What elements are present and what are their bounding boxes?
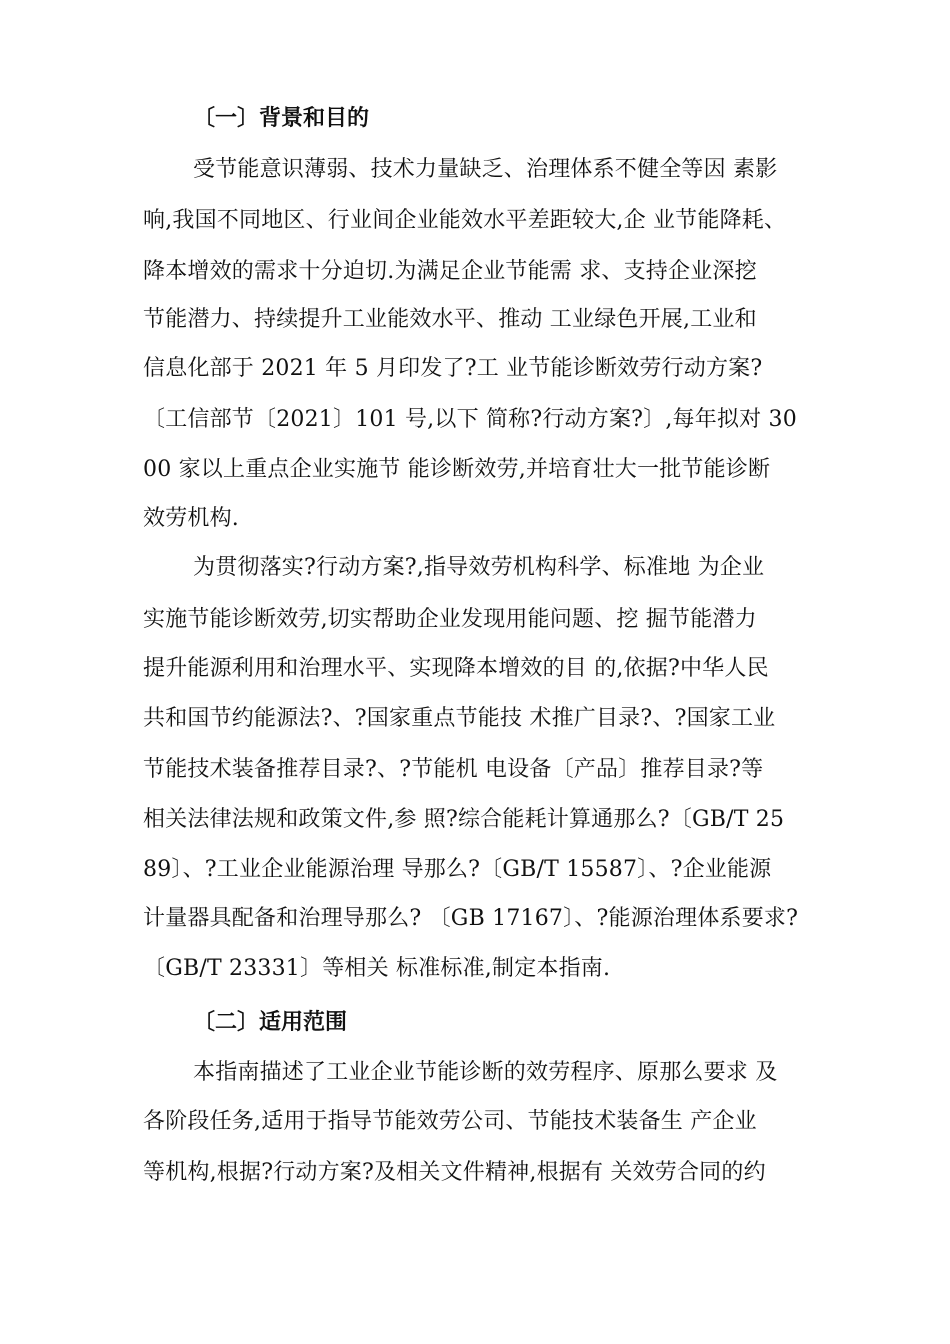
section-heading-scope: 〔二〕适用范围	[193, 1010, 348, 1035]
paragraph-line: 降本增效的需求十分迫切.为满足企业节能需 求、支持企业深挖	[143, 259, 757, 284]
paragraph-line: 提升能源利用和治理水平、实现降本增效的目 的,依据?中华人民	[143, 656, 769, 681]
paragraph-line: 节能潜力、持续提升工业能效水平、推动 工业绿色开展,工业和	[143, 307, 757, 332]
paragraph-line: 〔GB/T 23331〕等相关 标准标准,制定本指南.	[143, 956, 611, 981]
paragraph-line: 相关法律法规和政策文件,参 照?综合能耗计算通那么?〔GB/T 25	[143, 807, 785, 832]
paragraph-line: 89〕、?工业企业能源治理 导那么?〔GB/T 15587〕、?企业能源	[143, 857, 772, 882]
paragraph-line: 共和国节约能源法?、?国家重点节能技 术推广目录?、?国家工业	[143, 706, 776, 731]
paragraph-line: 〔工信部节〔2021〕101 号,以下 简称?行动方案?〕,每年拟对 30	[143, 407, 797, 432]
paragraph-line: 为贯彻落实?行动方案?,指导效劳机构科学、标准地 为企业	[193, 555, 765, 580]
paragraph-line: 响,我国不同地区、行业间企业能效水平差距较大,企 业节能降耗、	[143, 208, 787, 233]
paragraph-line: 效劳机构.	[143, 506, 239, 531]
paragraph-line: 信息化部于 2021 年 5 月印发了?工 业节能诊断效劳行动方案?	[143, 356, 763, 381]
paragraph-line: 受节能意识薄弱、技术力量缺乏、治理体系不健全等因 素影	[193, 157, 778, 182]
section-heading-background: 〔一〕背景和目的	[193, 106, 370, 131]
paragraph-line: 00 家以上重点企业实施节 能诊断效劳,并培育壮大一批节能诊断	[143, 457, 771, 482]
paragraph-line: 节能技术装备推荐目录?、?节能机 电设备〔产品〕推荐目录?等	[143, 757, 764, 782]
paragraph-line: 各阶段任务,适用于指导节能效劳公司、节能技术装备生 产企业	[143, 1109, 757, 1134]
paragraph-line: 计量器具配备和治理导那么? 〔GB 17167〕、?能源治理体系要求?	[143, 906, 799, 931]
paragraph-line: 实施节能诊断效劳,切实帮助企业发现用能问题、挖 掘节能潜力	[143, 607, 757, 632]
paragraph-line: 等机构,根据?行动方案?及相关文件精神,根据有 关效劳合同的约	[143, 1160, 766, 1185]
paragraph-line: 本指南描述了工业企业节能诊断的效劳程序、原那么要求 及	[193, 1060, 778, 1085]
